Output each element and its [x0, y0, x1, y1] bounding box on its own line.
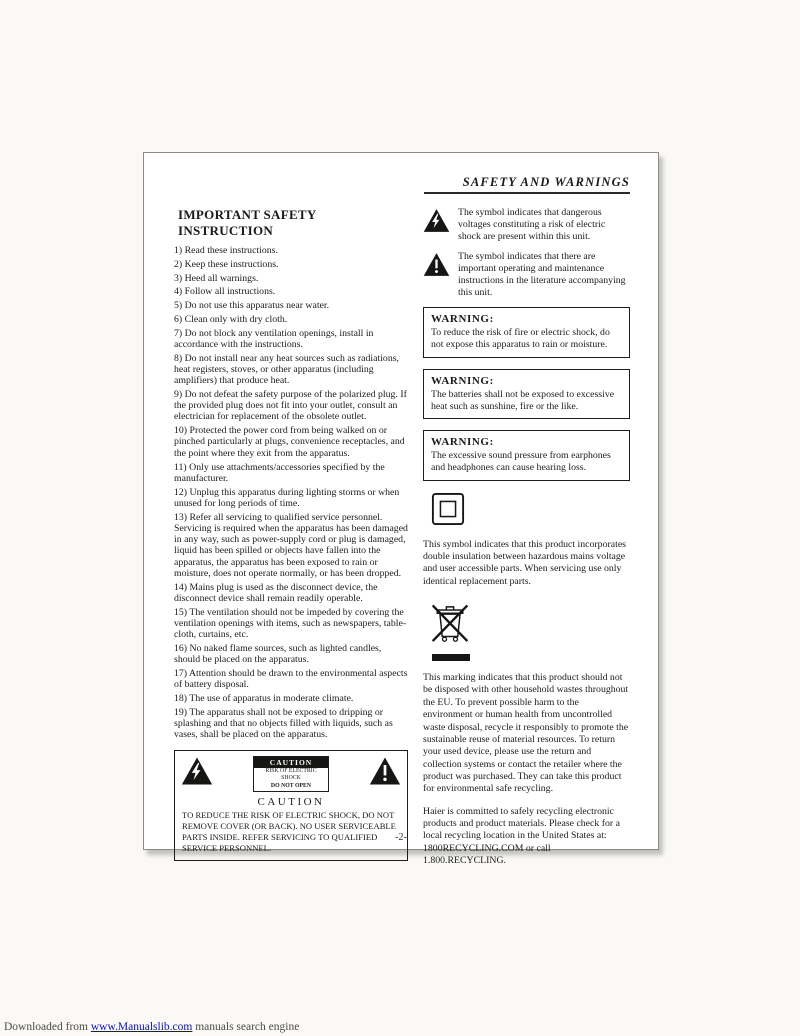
- instruction-item: 2) Keep these instructions.: [174, 258, 279, 270]
- instruction-item: 5) Do not use this apparatus near water.: [174, 300, 330, 312]
- warning-title: WARNING:: [431, 436, 494, 449]
- weee-text: This marking indicates that this product should not be disposed with other household wastes throughout the EU. To prevent possible harm to the environment or human health from uncontrolled waste disposal, recycle it responsibly to promote the sustainable reuse of material resources. To return your used device, please use the return and collection systems or contact the retailer where the product was purchased. They can take this product for environmental safe recycling.: [423, 672, 629, 795]
- caution-inner-label-line2: DO NOT OPEN: [270, 783, 312, 790]
- warning-text: The excessive sound pressure from earphones and headphones can cause hearing loss.: [431, 450, 611, 473]
- instruction-item: 3) Heed all warnings.: [174, 272, 259, 284]
- instruction-item: 19) The apparatus shall not be exposed to dripping or splashing and that no objects filled with liquids, such as vases, shall be placed on the apparatus.: [174, 706, 393, 741]
- instruction-item: 10) Protected the power cord from being walked on or pinched particularly at plugs, convenience receptacles, and the point where they exit from the apparatus.: [174, 425, 405, 459]
- exclamation-triangle-icon: [369, 756, 401, 791]
- double-insulation-text: This symbol indicates that this product incorporates double insulation between hazardous mains voltage and user accessible parts. When servicing use only identical replacement parts.: [423, 538, 626, 587]
- warning-box: [423, 307, 630, 358]
- right-column: [423, 207, 630, 877]
- section-title: IMPORTANT SAFETY INSTRUCTION: [178, 207, 317, 238]
- instruction-item: 6) Clean only with dry cloth.: [174, 313, 288, 325]
- footer-prefix: Downloaded from: [4, 1021, 91, 1033]
- instruction-item: 7) Do not block any ventilation openings, install in accordance with the instructions.: [174, 327, 374, 350]
- instruction-item: 17) Attention should be drawn to the environmental aspects of battery disposal.: [174, 668, 408, 691]
- instruction-item: 8) Do not install near any heat sources such as radiations, heat registers, stoves, or other apparatus (including amplifiers) that produce heat.: [174, 352, 399, 387]
- warning-title: WARNING:: [431, 374, 494, 387]
- warning-box: [423, 430, 630, 481]
- manualslib-link[interactable]: www.Manualslib.com: [90, 1021, 193, 1033]
- high-voltage-triangle-icon: [423, 207, 450, 238]
- caution-inner-label: [253, 756, 329, 792]
- warning-text: The batteries shall not be exposed to excessive heat such as sunshine, fire or the like.: [431, 388, 615, 412]
- caution-text: TO REDUCE THE RISK OF ELECTRIC SHOCK, DO NOT REMOVE COVER (OR BACK). NO USER SERVICEABLE PARTS INSIDE. REFER SERVICING TO QUALIFIED SERVICE PERSONNEL.: [182, 810, 396, 854]
- warning-title: WARNING:: [431, 313, 494, 326]
- double-insulation-icon: [431, 492, 630, 531]
- columns: [174, 207, 630, 877]
- instruction-item: 9) Do not defeat the safety purpose of the polarized plug. If the provided plug does not fit into your outlet, consult an electrician for replacement of the obsolete outlet.: [174, 388, 407, 423]
- page-header: SAFETY AND WARNINGS: [462, 175, 630, 189]
- caution-symbols-row: [175, 751, 407, 795]
- symbol-note-text: The symbol indicates that there are important operating and maintenance instructions in the literature accompanying this unit.: [458, 251, 626, 298]
- instruction-item: 16) No naked flame sources, such as lighted candles, should be placed on the apparatus.: [174, 643, 382, 666]
- manual-page: [143, 152, 659, 866]
- warning-box: [423, 369, 630, 420]
- left-column: [174, 207, 408, 877]
- instruction-item: 15) The ventilation should not be impeded by covering the ventilation openings with items, such as newspapers, table-cloth, curtains, etc.: [174, 606, 407, 641]
- warning-text: To reduce the risk of fire or electric shock, do not expose this apparatus to rain or moisture.: [431, 327, 610, 350]
- instruction-item: 14) Mains plug is used as the disconnect device, the disconnect device shall remain readily operable.: [174, 581, 378, 604]
- exclamation-triangle-icon: [423, 251, 450, 282]
- instruction-item: 4) Follow all instructions.: [174, 286, 276, 298]
- footer: [4, 1021, 299, 1033]
- caution-title: CAUTION: [257, 796, 325, 809]
- instruction-item: 18) The use of apparatus in moderate climate.: [174, 693, 354, 705]
- footer-suffix: manuals search engine: [192, 1021, 300, 1033]
- instruction-item: 1) Read these instructions.: [174, 245, 278, 256]
- weee-black-bar: [432, 654, 470, 661]
- caution-inner-label-line1: RISK OF ELECTRIC SHOCK: [265, 767, 317, 782]
- instruction-item: 12) Unplug this apparatus during lighting storms or when unused for long periods of time.: [174, 486, 400, 509]
- symbol-note: [423, 251, 630, 298]
- instruction-item: 11) Only use attachments/accessories specified by the manufacturer.: [174, 461, 385, 484]
- page-number: -2-: [395, 832, 407, 843]
- symbol-note-text: The symbol indicates that dangerous voltages constituting a risk of electric shock are present within this unit.: [458, 207, 606, 242]
- page-header-rule: [424, 175, 630, 194]
- weee-bin-icon: [429, 598, 630, 649]
- caution-inner-label-title: CAUTION: [254, 757, 328, 768]
- high-voltage-triangle-icon: [181, 756, 213, 791]
- instruction-item: 13) Refer all servicing to qualified service personnel. Servicing is required when the apparatus has been damaged in any way, such as power-supply cord or plug is damaged, liquid has been spilled or objects have fallen into the apparatus, the apparatus has been exposed to rain or moisture, does not operate normally, or has been dropped.: [174, 511, 408, 579]
- recycling-text: Haier is committed to safely recycling electronic products and product materials. Please check for a local recycling location in the United States at: 1800RECYCLING.COM or call 1.800.RECYCLING.: [423, 805, 620, 866]
- caution-label: [174, 750, 408, 861]
- symbol-note: [423, 207, 630, 242]
